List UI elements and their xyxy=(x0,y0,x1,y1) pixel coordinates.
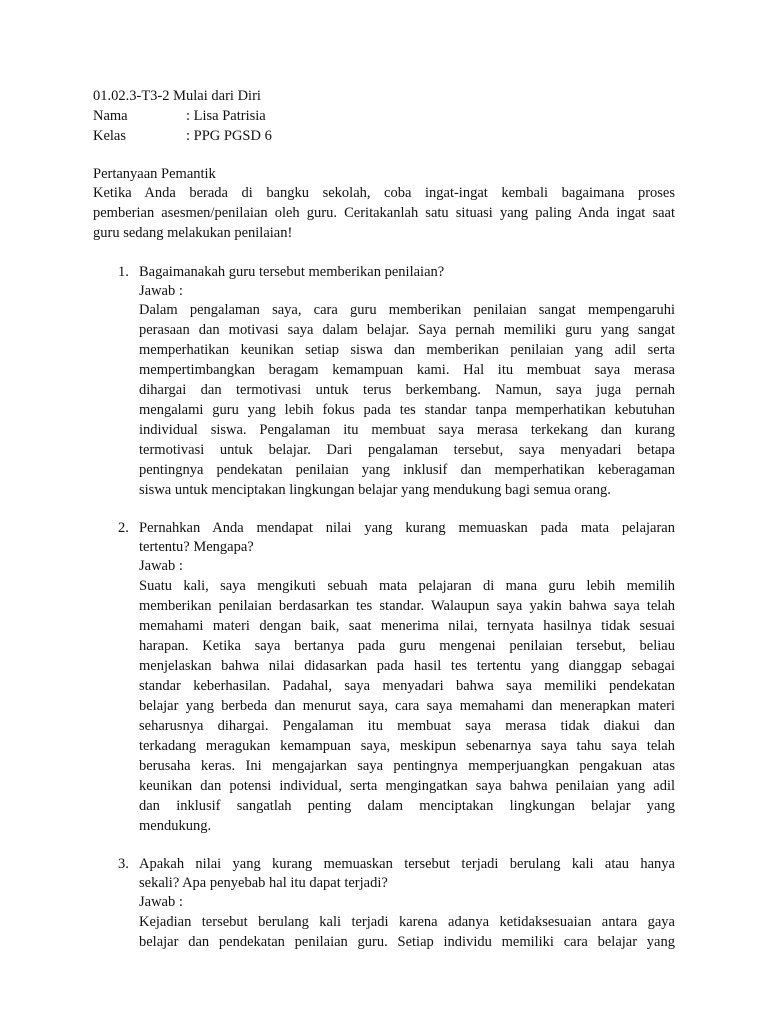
answer-line: dan inklusif sangatlah penting dalam menciptakan lingkungan belajar yang xyxy=(139,798,675,814)
question-text: tertentu? Mengapa? xyxy=(139,539,254,555)
question-number: 1. xyxy=(118,264,129,280)
intro-line: pemberian asesmen/penilaian oleh guru. Ceritakanlah satu situasi yang paling Anda ingat saat xyxy=(93,205,675,221)
answer-label: Jawab : xyxy=(139,894,183,910)
answer-line: belajar dan pendekatan penilaian guru. Setiap individu memiliki cara belajar yang xyxy=(139,934,675,950)
question-text: Pernahkan Anda mendapat nilai yang kurang memuaskan pada mata pelajaran xyxy=(139,520,675,536)
answer-line: pentingnya pendekatan penilaian yang inklusif dan memperhatikan keberagaman xyxy=(139,462,675,478)
question-text: sekali? Apa penyebab hal itu dapat terjadi? xyxy=(139,875,388,891)
kelas-value: : PPG PGSD 6 xyxy=(186,128,272,144)
question-number: 3. xyxy=(118,856,129,872)
answer-line: memahami materi dengan baik, saat menerima nilai, ternyata hasilnya tidak sesuai xyxy=(139,618,675,634)
section-heading: Pertanyaan Pemantik xyxy=(93,166,216,182)
document-code-title: 01.02.3-T3-2 Mulai dari Diri xyxy=(93,88,261,104)
answer-line: mengalami guru yang lebih fokus pada tes standar tanpa memperhatikan kebutuhan xyxy=(139,402,675,418)
answer-line: termotivasi untuk belajar. Dari pengalaman tersebut, saya menyadari betapa xyxy=(139,442,675,458)
answer-label: Jawab : xyxy=(139,558,183,574)
question-text: Apakah nilai yang kurang memuaskan tersebut terjadi berulang kali atau hanya xyxy=(139,856,675,872)
answer-line: siswa untuk menciptakan lingkungan belajar yang mendukung bagi semua orang. xyxy=(139,482,611,498)
answer-line: standar keberhasilan. Padahal, saya menyadari bahwa saya memiliki pendekatan xyxy=(139,678,675,694)
nama-value: : Lisa Patrisia xyxy=(186,108,266,124)
question-number: 2. xyxy=(118,520,129,536)
answer-line: seharusnya dihargai. Pengalaman itu membuat saya merasa tidak diakui dan xyxy=(139,718,675,734)
answer-line: berusaha keras. Ini mengajarkan saya pentingnya memperjuangkan pengakuan atas xyxy=(139,758,675,774)
answer-line: terkadang meragukan kemampuan saya, meskipun sebenarnya saya tahu saya telah xyxy=(139,738,675,754)
answer-line: mempertimbangkan beragam kemampuan kami. Hal itu membuat saya merasa xyxy=(139,362,675,378)
answer-line: harapan. Ketika saya bertanya pada guru mengenai penilaian tersebut, beliau xyxy=(139,638,675,654)
answer-label: Jawab : xyxy=(139,283,183,299)
answer-line: Dalam pengalaman saya, cara guru memberikan penilaian sangat mempengaruhi xyxy=(139,302,675,318)
answer-line: Suatu kali, saya mengikuti sebuah mata pelajaran di mana guru lebih memilih xyxy=(139,578,675,594)
answer-line: keunikan dan potensi individual, serta mengingatkan saya bahwa penilaian yang adil xyxy=(139,778,675,794)
answer-line: memperhatikan keunikan setiap siswa dan memberikan penilaian yang adil serta xyxy=(139,342,675,358)
nama-label: Nama xyxy=(93,108,128,124)
answer-line: dihargai dan termotivasi untuk terus berkembang. Namun, saya juga pernah xyxy=(139,382,675,398)
answer-line: menjelaskan bahwa nilai didasarkan pada hasil tes tertentu yang dianggap sebagai xyxy=(139,658,675,674)
answer-line: Kejadian tersebut berulang kali terjadi karena adanya ketidaksesuaian antara gaya xyxy=(139,914,675,930)
kelas-label: Kelas xyxy=(93,128,127,144)
intro-line: guru sedang melakukan penilaian! xyxy=(93,225,293,241)
answer-line: perasaan dan motivasi saya dalam belajar. Saya pernah memiliki guru yang sangat xyxy=(139,322,675,338)
question-text: Bagaimanakah guru tersebut memberikan penilaian? xyxy=(139,264,445,280)
answer-line: individual siswa. Pengalaman itu membuat saya merasa terkekang dan kurang xyxy=(139,422,675,438)
answer-line: mendukung. xyxy=(139,818,212,834)
intro-line: Ketika Anda berada di bangku sekolah, coba ingat-ingat kembali bagaimana proses xyxy=(93,185,675,201)
answer-line: belajar yang berbeda dan menurut saya, cara saya memahami dan menerapkan materi xyxy=(139,698,675,714)
answer-line: memberikan penilaian berdasarkan tes standar. Walaupun saya yakin bahwa saya telah xyxy=(139,598,675,614)
